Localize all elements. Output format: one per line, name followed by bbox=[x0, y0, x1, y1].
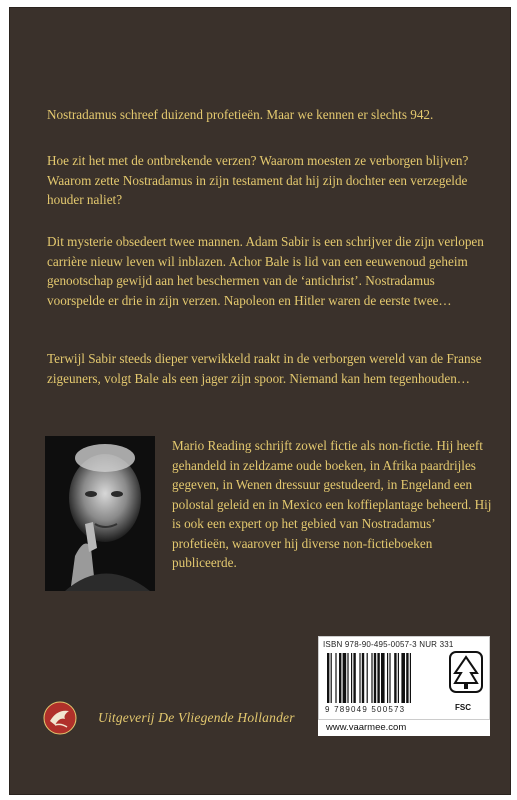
barcode-bar bbox=[335, 653, 336, 703]
publisher-name: Uitgeverij De Vliegende Hollander bbox=[98, 710, 295, 725]
website-box bbox=[318, 720, 490, 736]
back-cover bbox=[10, 8, 510, 794]
barcode-bar bbox=[339, 653, 341, 703]
barcode-bar bbox=[371, 653, 372, 703]
fsc-label: FSC bbox=[455, 703, 471, 712]
barcode-bars bbox=[323, 653, 441, 705]
barcode-bar bbox=[347, 653, 348, 703]
barcode-bar bbox=[362, 653, 364, 703]
barcode-bar bbox=[394, 653, 396, 703]
barcode-bar bbox=[381, 653, 385, 703]
barcode-label bbox=[318, 636, 490, 720]
barcode-bar bbox=[343, 653, 347, 703]
barcode-bar bbox=[374, 653, 376, 703]
barcode-bar bbox=[351, 653, 352, 703]
barcode-bar bbox=[331, 653, 332, 703]
fsc-tree-icon bbox=[449, 651, 483, 703]
barcode-bar bbox=[353, 653, 355, 703]
barcode-bar bbox=[387, 653, 388, 703]
barcode-bar bbox=[377, 653, 379, 703]
barcode-bar bbox=[410, 653, 411, 703]
barcode-bar bbox=[389, 653, 390, 703]
author-bio: Mario Reading schrijft zowel fictie als non-fictie. Hij heeft gehandeld in zeldzame oude boeken, in Afrika paardrijles gegeven, in Wenen dressuur gestudeerd, in Engeland een polostal geleid en in Mexico een koffieplantage beheerd. Hij is ook een expert op het gebied van Nostradamus’ profetieën, waarover hij diverse non-fictieboeken publiceerde. bbox=[172, 438, 492, 570]
barcode-bar bbox=[327, 653, 329, 703]
barcode-bar bbox=[367, 653, 368, 703]
author-portrait-image bbox=[45, 436, 155, 591]
author-photo bbox=[45, 436, 155, 591]
barcode-bar bbox=[359, 653, 360, 703]
blurb-paragraph-2: Hoe zit het met de ontbrekende verzen? Waarom moesten ze verborgen blijven? Waarom zette Nostradamus in zijn testament dat hij zijn dochter een verzegelde houder naliet? bbox=[47, 153, 469, 207]
isbn-text: ISBN 978-90-495-0057-3 NUR 331 bbox=[323, 640, 454, 649]
blurb-paragraph-1: Nostradamus schreef duizend profetieën. Maar we kennen er slechts 942. bbox=[47, 107, 434, 122]
blurb-paragraph-4: Terwijl Sabir steeds dieper verwikkeld raakt in de verborgen wereld van de Franse zigeuners, volgt Bale als een jager zijn spoor. Niemand kan hem tegenhouden… bbox=[47, 351, 482, 386]
barcode-bar bbox=[398, 653, 399, 703]
barcode-digits: 9 789049 500573 bbox=[325, 705, 406, 714]
publisher-logo-icon bbox=[43, 701, 77, 735]
website-url[interactable]: www.vaarmee.com bbox=[326, 722, 407, 733]
barcode-bar bbox=[406, 653, 408, 703]
blurb-paragraph-3: Dit mysterie obsedeert twee mannen. Adam Sabir is een schrijver die zijn verlopen carrière nieuw leven wil inblazen. Achor Bale is lid van een eeuwenoud geheim genootschap gewijd aan het beschermen van de ‘antichrist’. Nostradamus voorspelde er drie in zijn verzen. Napoleon en Hitler waren de eerste twee… bbox=[47, 234, 484, 308]
barcode-bar bbox=[401, 653, 405, 703]
